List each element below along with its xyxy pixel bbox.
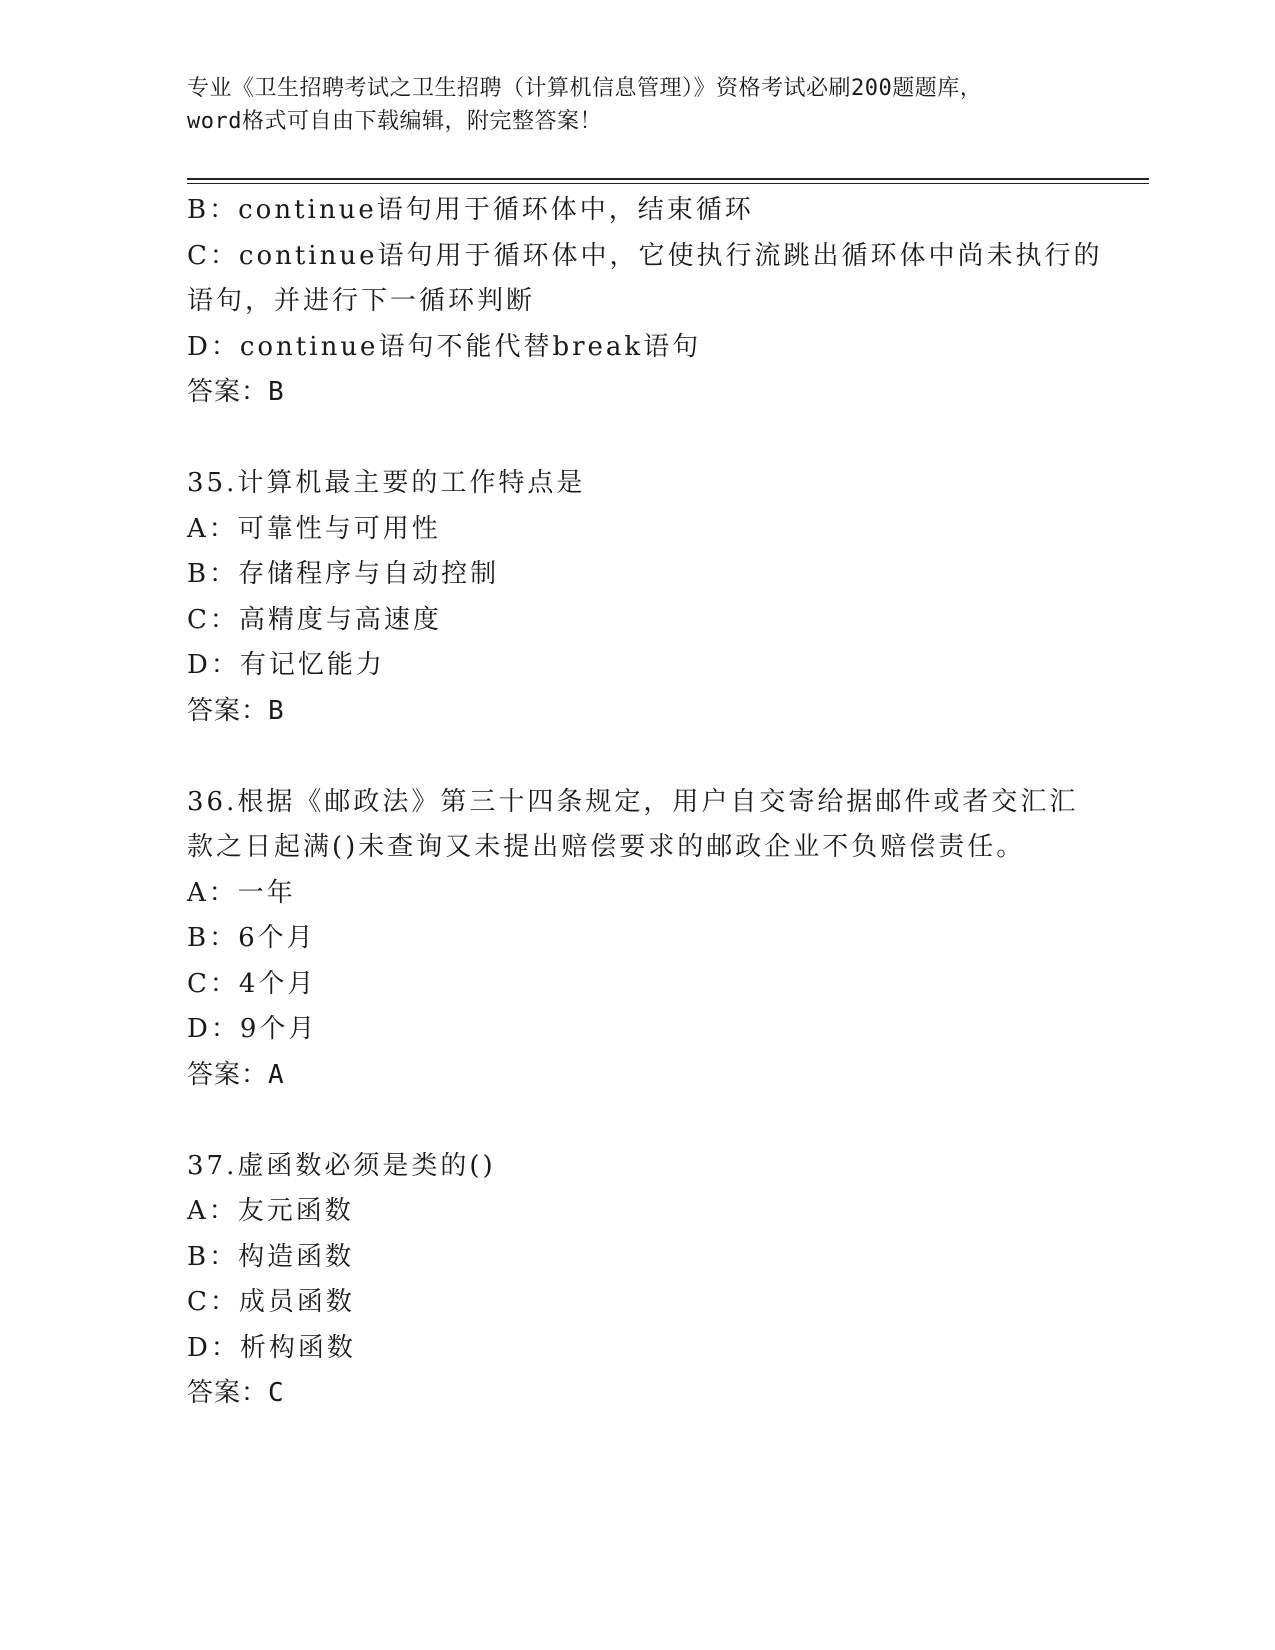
- question-stem-line-1: 36.根据《邮政法》第三十四条规定，用户自交寄给据邮件或者交汇汇: [187, 786, 1079, 817]
- option-b: B：构造函数: [187, 1241, 355, 1272]
- option-d: D：continue语句不能代替break语句: [187, 331, 702, 362]
- spacer: [187, 1098, 1087, 1144]
- header-rule-top: [187, 178, 1149, 180]
- question-stem: 37.虚函数必须是类的(): [187, 1150, 496, 1181]
- option-c-line-2: 语句，并进行下一循环判断: [187, 286, 536, 316]
- option-c: C：4个月: [187, 968, 317, 999]
- header-rule-bottom: [187, 183, 1149, 184]
- option-d: D：析构函数: [187, 1332, 356, 1363]
- question-37: [187, 1144, 1087, 1417]
- option-a: A：友元函数: [187, 1196, 354, 1226]
- header-line-1: 专业《卫生招聘考试之卫生招聘（计算机信息管理）》资格考试必刷200题题库，: [187, 76, 983, 101]
- header-line-2: word格式可自由下载编辑，附完整答案！: [187, 109, 602, 134]
- question-35: [187, 461, 1087, 734]
- option-c-line-1: C：continue语句用于循环体中，它使执行流跳出循环体中尚未执行的: [187, 240, 1103, 271]
- option-c: C：成员函数: [187, 1287, 355, 1317]
- answer: 答案：A: [187, 1059, 285, 1090]
- question-stem-line-2: 款之日起满()未查询又未提出赔偿要求的邮政企业不负赔偿责任。: [187, 832, 1026, 862]
- option-a: A：可靠性与可用性: [187, 513, 441, 544]
- answer: 答案：B: [187, 695, 285, 726]
- option-c: C：高精度与高速度: [187, 604, 442, 635]
- option-b: B：存储程序与自动控制: [187, 559, 500, 589]
- question-stem: 35.计算机最主要的工作特点是: [187, 468, 586, 498]
- question-list: [187, 188, 1103, 1417]
- spacer: [187, 416, 1087, 462]
- document-header: [187, 72, 1087, 138]
- answer: 答案：B: [187, 377, 285, 407]
- option-a: A：一年: [187, 877, 296, 908]
- answer: 答案：C: [187, 1378, 285, 1408]
- option-b: B：6个月: [187, 923, 316, 953]
- spacer: [187, 734, 1087, 780]
- question-34-continuation: [187, 188, 1103, 416]
- option-b: B：continue语句用于循环体中，结束循环: [187, 195, 754, 225]
- option-d: D：9个月: [187, 1014, 318, 1044]
- option-d: D：有记忆能力: [187, 650, 385, 680]
- question-36: [187, 780, 1087, 1099]
